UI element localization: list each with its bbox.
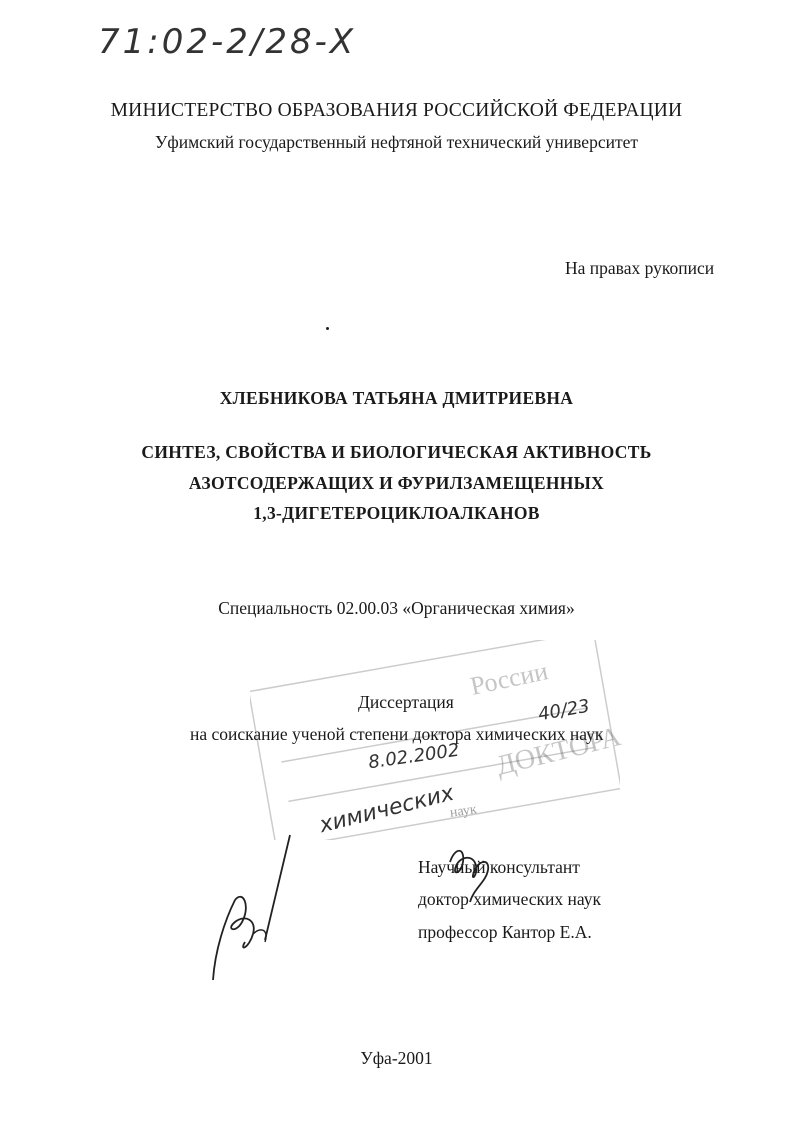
stamp-text-science: наук <box>449 802 478 821</box>
stamp-word-handwritten: химических <box>317 780 457 839</box>
university-name: Уфимский государственный нефтяной технический университет <box>154 132 639 152</box>
city-year: Уфа-2001 <box>360 1048 433 1068</box>
stamp-number-handwritten: 40/23 <box>536 695 592 726</box>
stamp-text-degree: ДОКТОРА <box>493 721 624 782</box>
dissertation-label: Диссертация <box>358 692 454 712</box>
handwritten-archive-code: 71:02-2/28-Х <box>98 22 357 62</box>
author-signature <box>195 830 315 990</box>
specialty-line: Специальность 02.00.03 «Органическая химия» <box>218 598 575 618</box>
stamp-text-country: России <box>467 656 551 701</box>
ministry-heading: МИНИСТЕРСТВО ОБРАЗОВАНИЯ РОССИЙСКОЙ ФЕДЕРАЦИИ <box>110 100 683 121</box>
stamp-date-handwritten: 8.02.2002 <box>366 739 461 774</box>
author-name: ХЛЕБНИКОВА ТАТЬЯНА ДМИТРИЕВНА <box>219 388 574 408</box>
consultant-name: профессор Кантор Е.А. <box>418 922 592 942</box>
title-line-1: СИНТЕЗ, СВОЙСТВА И БИОЛОГИЧЕСКАЯ АКТИВНОСТЬ <box>141 442 652 462</box>
speck <box>326 327 329 330</box>
title-line-3: 1,3-ДИГЕТЕРОЦИКЛОАЛКАНОВ <box>253 503 540 523</box>
consultant-degree: доктор химических наук <box>418 889 602 909</box>
consultant-role: Научный консультант <box>418 857 580 877</box>
title-line-2: АЗОТСОДЕРЖАЩИХ И ФУРИЛЗАМЕЩЕННЫХ <box>188 473 605 493</box>
degree-line: на соискание ученой степени доктора химических наук <box>190 724 604 744</box>
rights-note: На правах рукописи <box>565 258 715 278</box>
